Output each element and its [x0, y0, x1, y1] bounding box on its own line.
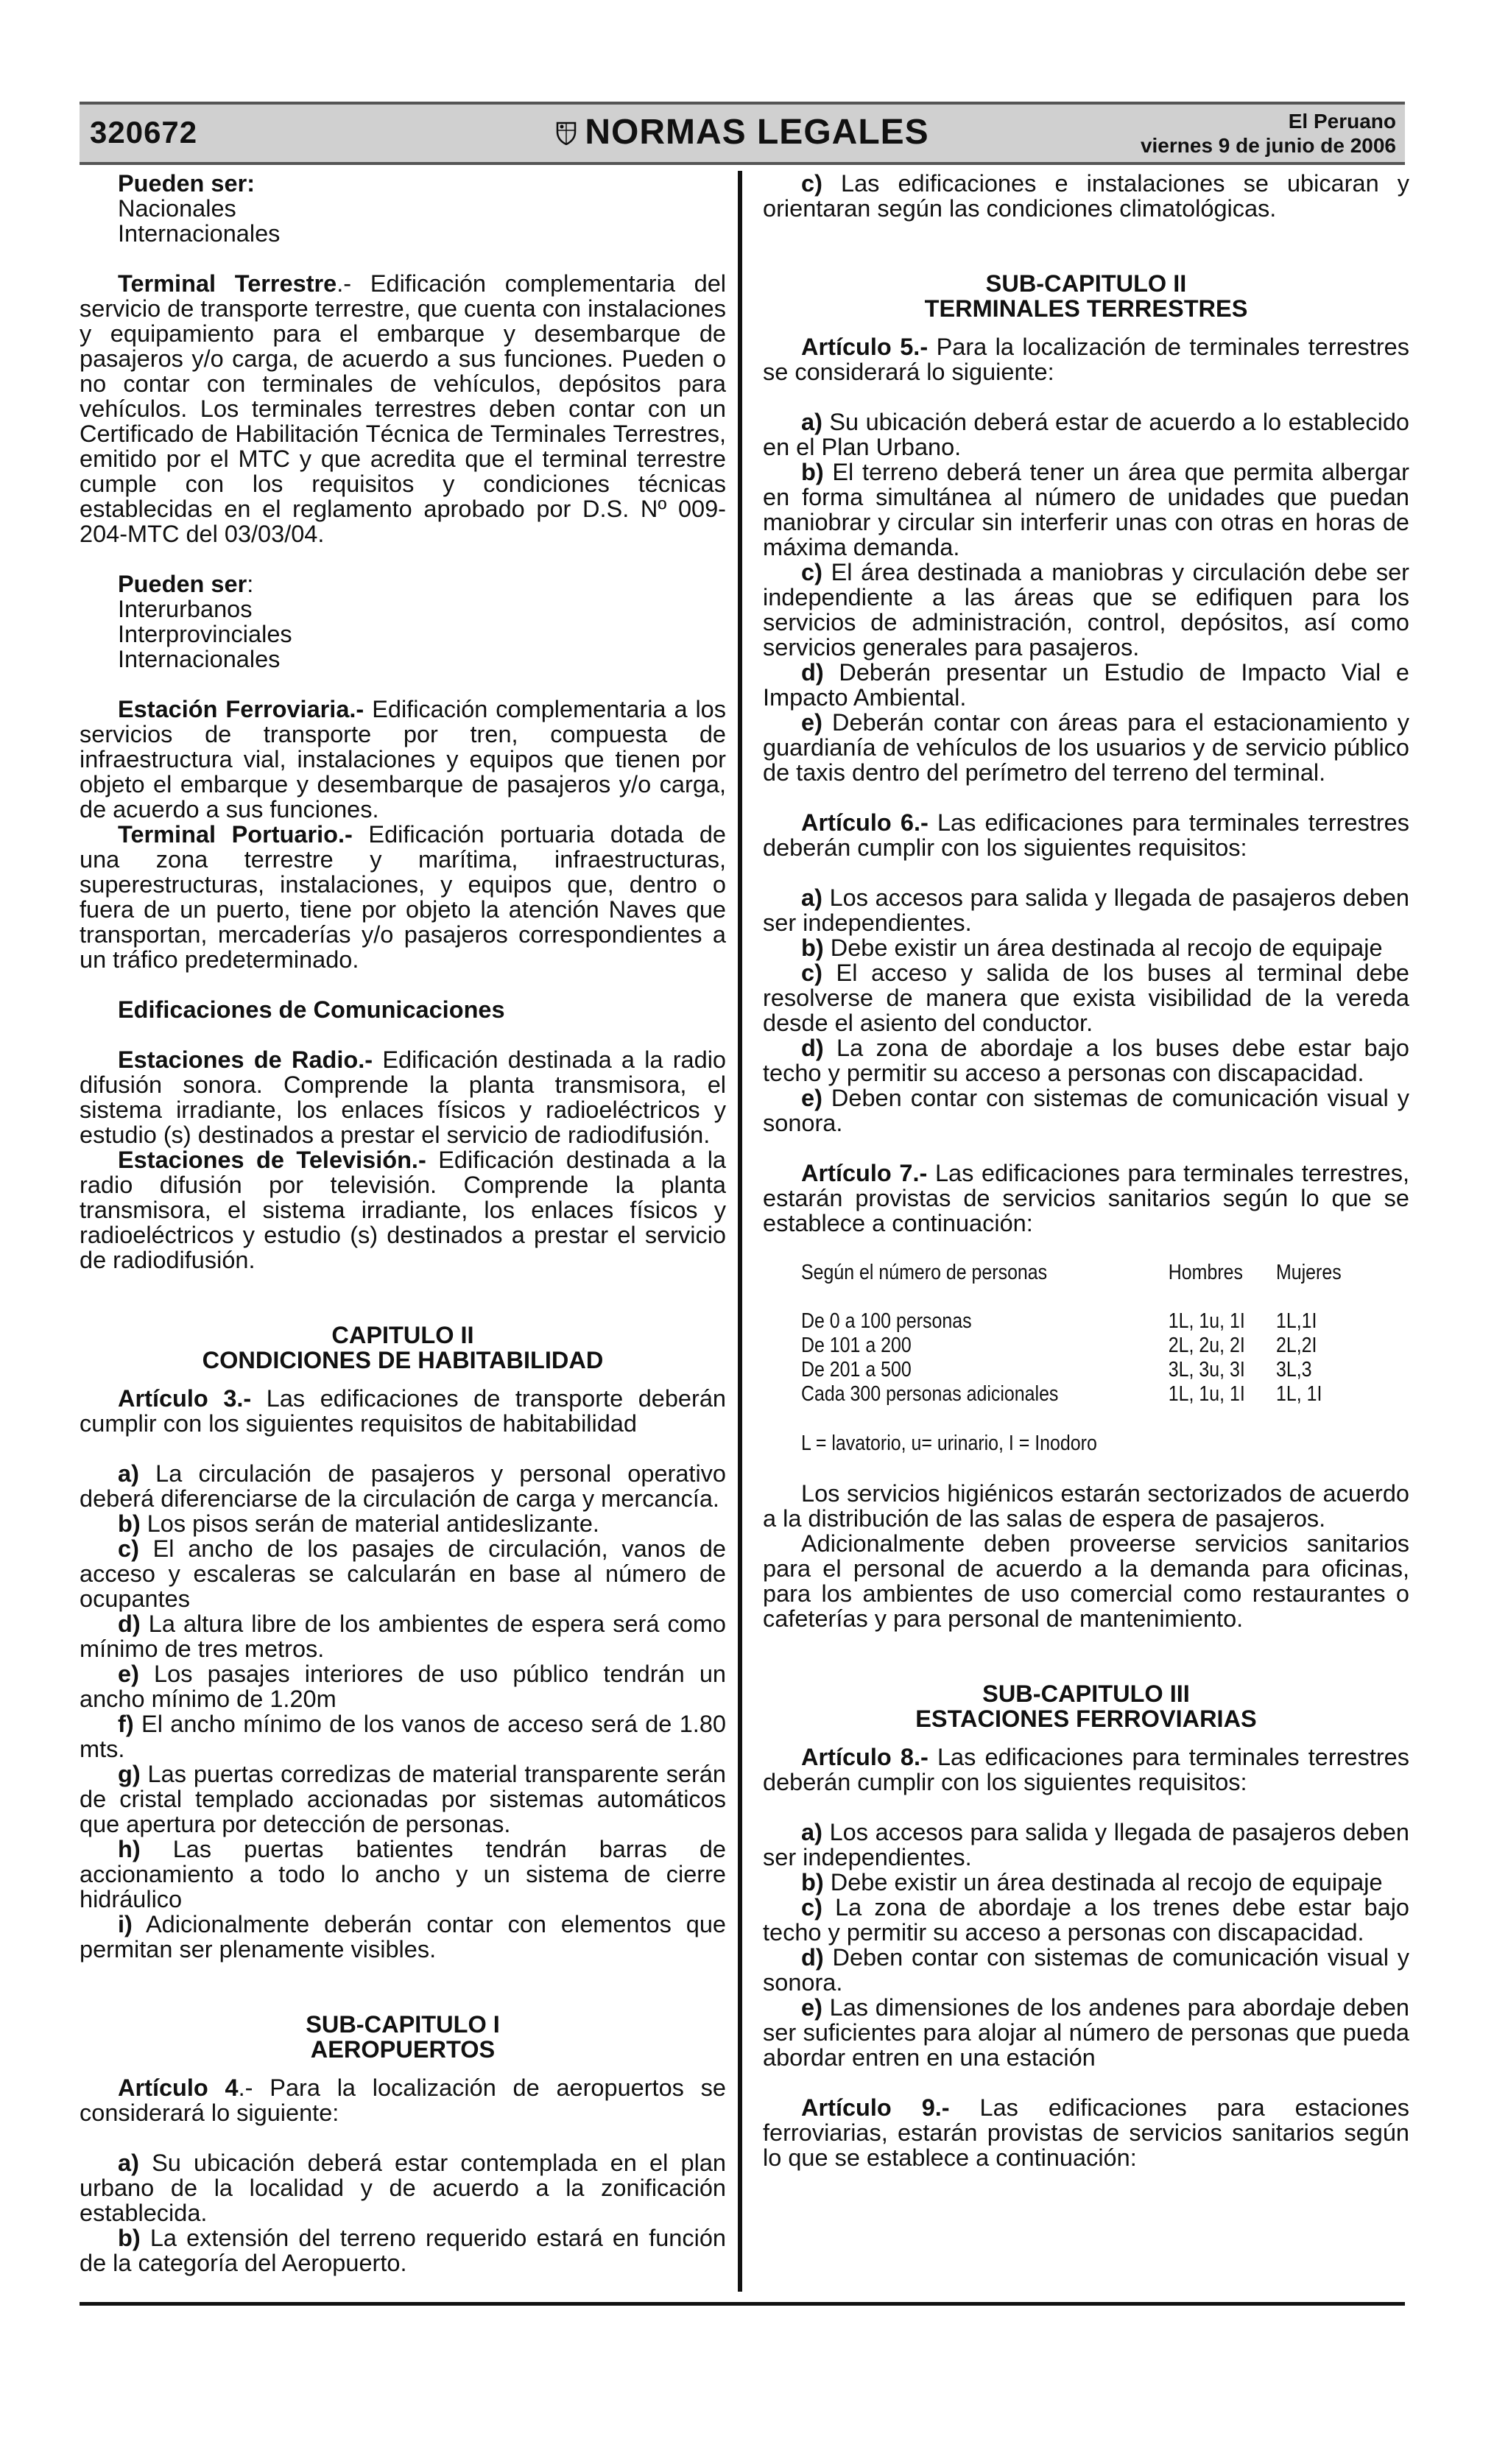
publication-info	[1141, 109, 1396, 158]
section-title-text: NORMAS LEGALES	[585, 113, 929, 152]
table-cell: De 0 a 100 personas	[801, 1309, 972, 1333]
publication-name: El Peruano	[1288, 110, 1396, 133]
chapter-title: CAPITULO II	[331, 1322, 474, 1348]
article-5-item-d: d) Deberán presentar un Estudio de Impacto Vial e Impacto Ambiental.	[763, 659, 1409, 711]
table-cell: 3L,3	[1276, 1358, 1312, 1381]
article-4-item-c: c) Las edificaciones e instalaciones se ubicaran y orientaran según las condiciones climatológicas.	[763, 170, 1409, 222]
article-5-item-a: a) Su ubicación deberá estar de acuerdo a lo establecido en el Plan Urbano.	[763, 409, 1409, 460]
pueden-ser-label-1: Pueden ser:	[118, 170, 256, 197]
table-header: Según el número de personas	[801, 1261, 1048, 1284]
page-header	[80, 102, 1405, 165]
list-item: Interurbanos	[118, 596, 253, 622]
subchapter-subtitle: AEROPUERTOS	[310, 2036, 496, 2063]
coat-of-arms-icon	[555, 120, 577, 145]
bottom-rule	[80, 2302, 1405, 2306]
table-cell: De 201 a 500	[801, 1358, 912, 1381]
column-divider	[738, 171, 742, 2292]
table-cell: 1L,1I	[1276, 1309, 1317, 1333]
terminal-portuario-paragraph: Terminal Portuario.- Edificación portuaria dotada de una zona terrestre y marítima, infraestructuras, superestructuras, instalaciones, y equipos que, dentro o fuera de un puerto, tiene por objeto la atención Naves que transportan, mercaderías y/o pasajeros correspondientes a un tráfico predeterminado.	[80, 821, 726, 973]
estaciones-television-paragraph: Estaciones de Televisión.- Edificación destinada a la radio difusión por televisión. Comprende la planta transmisora, el sistema irradiante, los enlaces físicos y radioeléctricos y estudio (s) destinados a prestar el servicio de radiodifusión.	[80, 1147, 727, 1273]
article-5-item-c: c) El área destinada a maniobras y circulación debe ser independiente a las áreas que se edifiquen para los servicios de administración, control, depósitos, así como servicios generales para pasajeros.	[763, 559, 1409, 661]
table-row	[801, 1382, 1390, 1407]
subchapter-subtitle: ESTACIONES FERROVIARIAS	[915, 1706, 1257, 1732]
article-6-paragraph: Artículo 6.- Las edificaciones para terminales terrestres deberán cumplir con los siguientes requisitos:	[763, 809, 1409, 861]
article-6-item-d: d) La zona de abordaje a los buses debe estar bajo techo y permitir su acceso a personas con discapacidad.	[763, 1035, 1409, 1086]
table-legend: L = lavatorio, u= urinario, I = Inodoro	[801, 1432, 1097, 1455]
table-cell: De 101 a 200	[801, 1334, 912, 1357]
table-cell: 2L,2I	[1276, 1334, 1317, 1357]
subchapter-title: SUB-CAPITULO III	[982, 1680, 1190, 1707]
pueden-ser-label-2: Pueden ser:	[118, 571, 254, 597]
article-3-item-c: c) El ancho de los pasajes de circulación, vanos de acceso y escaleras se calcularán en base al número de ocupantes	[80, 1535, 726, 1612]
table-cell: 1L, 1u, 1I	[1168, 1309, 1245, 1333]
article-3-item-d: d) La altura libre de los ambientes de espera será como mínimo de tres metros.	[80, 1611, 726, 1662]
chapter-subtitle: CONDICIONES DE HABITABILIDAD	[202, 1347, 604, 1373]
page-number: 320672	[90, 115, 198, 149]
terminal-terrestre-paragraph: Terminal Terrestre.- Edificación complementaria del servicio de transporte terrestre, que cuenta con instalaciones y equipamiento para el embarque y desembarque de pasajeros y/o carga, de acuerdo a sus funciones. Pueden o no contar con terminales de vehículos, depósitos para vehículos. Los terminales terrestres deben contar con un Certificado de Habilitación Técnica de Terminales Terrestres, emitido por el MTC y que acredita que el terminal terrestre cumple con los requisitos y condiciones técnicas establecidas en el reglamento aprobado por D.S. Nº 009-204-MTC del 03/03/04.	[80, 270, 726, 547]
table-header-row	[801, 1261, 1390, 1285]
table-row	[801, 1358, 1390, 1382]
estaciones-radio-paragraph: Estaciones de Radio.- Edificación destinada a la radio difusión sonora. Comprende la planta transmisora, el sistema irradiante, los enlaces físicos y radioeléctricos y estudio (s) destinados a prestar el servicio de radiodifusión.	[80, 1046, 726, 1148]
table-cell: 2L, 2u, 2I	[1168, 1334, 1245, 1357]
subchapter-title: SUB-CAPITULO II	[985, 270, 1187, 297]
table-cell: 1L, 1u, 1I	[1168, 1382, 1245, 1406]
article-5-item-e: e) Deberán contar con áreas para el estacionamiento y guardianía de vehículos de los usuarios y de servicio público de taxis dentro del perímetro del terreno del terminal.	[763, 709, 1409, 786]
article-3-item-g: g) Las puertas corredizas de material transparente serán de cristal templado accionadas por sistemas automáticos que apertura por detección de personas.	[80, 1761, 726, 1837]
table-cell: 3L, 3u, 3I	[1168, 1358, 1245, 1381]
article-5-paragraph: Artículo 5.- Para la localización de terminales terrestres se considerará lo siguiente:	[763, 334, 1409, 385]
article-8-item-b: b) Debe existir un área destinada al recojo de equipaje	[801, 1869, 1383, 1895]
article-8-item-d: d) Deben contar con sistemas de comunicación visual y sonora.	[763, 1944, 1409, 1996]
comunicaciones-heading: Edificaciones de Comunicaciones	[118, 996, 505, 1023]
table-header: Hombres	[1168, 1261, 1243, 1284]
table-row	[801, 1334, 1390, 1358]
article-3-item-i: i) Adicionalmente deberán contar con elementos que permitan ser plenamente visibles.	[80, 1911, 726, 1963]
adicional-paragraph: Adicionalmente deben proveerse servicios sanitarios para el personal de acuerdo a la demanda para oficinas, para los ambientes de uso comercial como restaurantes o cafeterías y para personal de mantenimiento.	[763, 1530, 1409, 1632]
article-4-item-a: a) Su ubicación deberá estar contemplada en el plan urbano de la localidad y de acuerdo a la zonificación establecida.	[80, 2150, 726, 2226]
article-3-paragraph: Artículo 3.- Las edificaciones de transporte deberán cumplir con los siguientes requisitos de habitabilidad	[80, 1385, 726, 1437]
sectorizados-paragraph: Los servicios higiénicos estarán sectorizados de acuerdo a la distribución de las salas de espera de pasajeros.	[763, 1480, 1409, 1532]
article-5-item-b: b) El terreno deberá tener un área que permita albergar en forma simultánea al número de unidades que puedan maniobrar y circular sin interferir unas con otras en horas de máxima demanda.	[763, 459, 1409, 560]
article-6-item-c: c) El acceso y salida de los buses al terminal debe resolverse de manera que exista visibilidad de la vereda desde el asiento del conductor.	[763, 960, 1409, 1036]
article-3-item-h: h) Las puertas batientes tendrán barras de accionamiento a todo lo ancho y un sistema de cierre hidráulico	[80, 1836, 726, 1912]
table-row	[801, 1309, 1390, 1334]
sanitary-services-table	[801, 1261, 1390, 1407]
article-6-item-b: b) Debe existir un área destinada al recojo de equipaje	[801, 934, 1383, 961]
subchapter-subtitle: TERMINALES TERRESTRES	[924, 295, 1248, 322]
list-item: Internacionales	[118, 220, 281, 247]
article-3-item-a: a) La circulación de pasajeros y personal operativo deberá diferenciarse de la circulación de carga y mercancía.	[80, 1460, 726, 1512]
publication-date: viernes 9 de junio de 2006	[1140, 134, 1396, 157]
article-4-item-b: b) La extensión del terreno requerido estará en función de la categoría del Aeropuerto.	[80, 2225, 726, 2276]
article-6-item-a: a) Los accesos para salida y llegada de pasajeros deben ser independientes.	[763, 884, 1409, 936]
right-column	[763, 171, 1409, 2170]
list-item: Interprovinciales	[118, 621, 292, 647]
article-6-item-e: e) Deben contar con sistemas de comunicación visual y sonora.	[763, 1085, 1409, 1136]
subchapter-title: SUB-CAPITULO I	[306, 2011, 500, 2038]
list-item: Nacionales	[118, 195, 236, 222]
table-cell: Cada 300 personas adicionales	[801, 1382, 1059, 1406]
article-4-paragraph: Artículo 4.- Para la localización de aeropuertos se considerará lo siguiente:	[80, 2074, 727, 2126]
list-item: Internacionales	[118, 646, 281, 672]
article-8-paragraph: Artículo 8.- Las edificaciones para terminales terrestres deberán cumplir con los siguientes requisitos:	[763, 1744, 1409, 1795]
article-8-item-c: c) La zona de abordaje a los trenes debe estar bajo techo y permitir su acceso a personas con discapacidad.	[763, 1894, 1409, 1946]
left-column	[80, 171, 726, 2275]
article-8-item-a: a) Los accesos para salida y llegada de pasajeros deben ser independientes.	[763, 1819, 1409, 1870]
estacion-ferroviaria-paragraph: Estación Ferroviaria.- Edificación complementaria a los servicios de transporte por tren, compuesta de infraestructura vial, instalaciones y equipos que tienen por objeto el embarque y desembarque de pasajeros y/o carga, de acuerdo a sus funciones.	[80, 696, 726, 823]
table-cell: 1L, 1I	[1276, 1382, 1322, 1406]
article-3-item-e: e) Los pasajes interiores de uso público tendrán un ancho mínimo de 1.20m	[80, 1661, 726, 1712]
article-9-paragraph: Artículo 9.- Las edificaciones para estaciones ferroviarias, estarán provistas de servicios sanitarios según lo que se establece a continuación:	[763, 2094, 1409, 2171]
article-3-item-b: b) Los pisos serán de material antideslizante.	[118, 1510, 599, 1537]
table-header: Mujeres	[1276, 1261, 1342, 1284]
article-3-item-f: f) El ancho mínimo de los vanos de acceso será de 1.80 mts.	[80, 1711, 726, 1762]
article-7-paragraph: Artículo 7.- Las edificaciones para terminales terrestres, estarán provistas de servicios sanitarios según lo que se establece a continuación:	[763, 1160, 1409, 1236]
article-8-item-e: e) Las dimensiones de los andenes para abordaje deben ser suficientes para alojar al número de personas que pueda abordar entren en una estación	[763, 1994, 1409, 2071]
